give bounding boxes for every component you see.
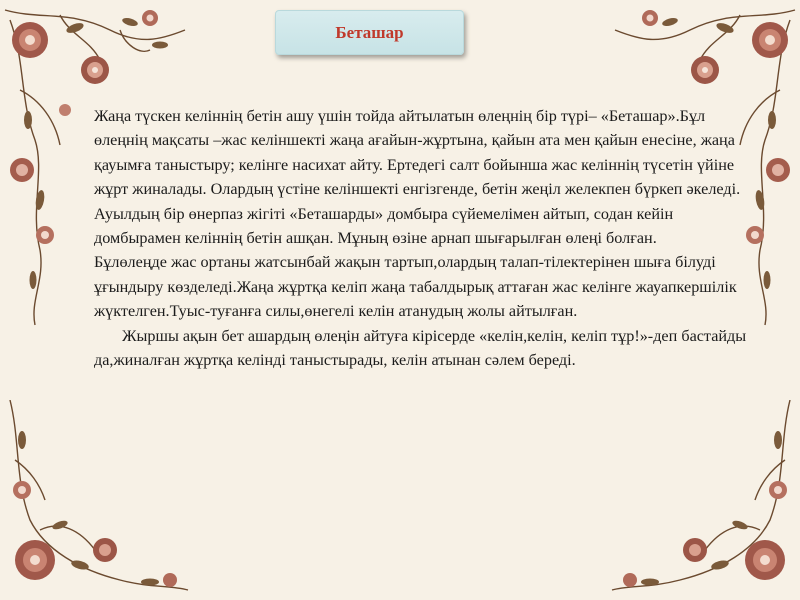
paragraph-1: Жаңа түскен келіннің бетін ашу үшін тойда айтылатын өлеңнің бір түрі– «Беташар».Бұл өлеңнің мақсаты –жас келіншекті жаңа ағайын-жұртына, қайын ата мен қайын енесіне, жаңа қауымға таныстыру; келінге насихат айту. Ертедегі салт бойынша жас келіннің түсетін үйіне жұрт жиналады. Олардың үстіне келіншекті енгізгенде, бетін жеңіл желекпен бүркеп әкеледі. Ауылдың бір өнерпаз жігіті «Беташарды» домбыра сүйемелімен айтып, содан кейін домбырамен келіннің бетін ашқан. Мұның өзіне арнап шығарылған өлеңі болған. xyxy=(94,107,741,248)
title-box xyxy=(275,10,464,55)
paragraph-2: Бұлөлеңде жас ортаны жатсынбай жақын тартып,олардың талап-тілектерінен шыға білуді ұғындыру көзделеді.Жаңа жұртқа келіп жаңа табалдырық аттаған жас келінге жауапкершілік жүктелген.Туыс-туғанға силы,өнегелі келін атанудың жолы айтылған. xyxy=(94,253,737,321)
body-text xyxy=(94,104,754,372)
slide-title: Беташар xyxy=(335,22,404,42)
paragraph-3: Жыршы ақын бет ашардың өлеңін айтуға кірісерде «келін,келін, келіп тұр!»-деп бастайды да,жиналған жұртқа келінді таныстырады, келін атынан сәлем береді. xyxy=(94,326,747,370)
floral-ornament-bottom-right-icon xyxy=(610,400,800,600)
floral-ornament-bottom-left-icon xyxy=(0,400,190,600)
